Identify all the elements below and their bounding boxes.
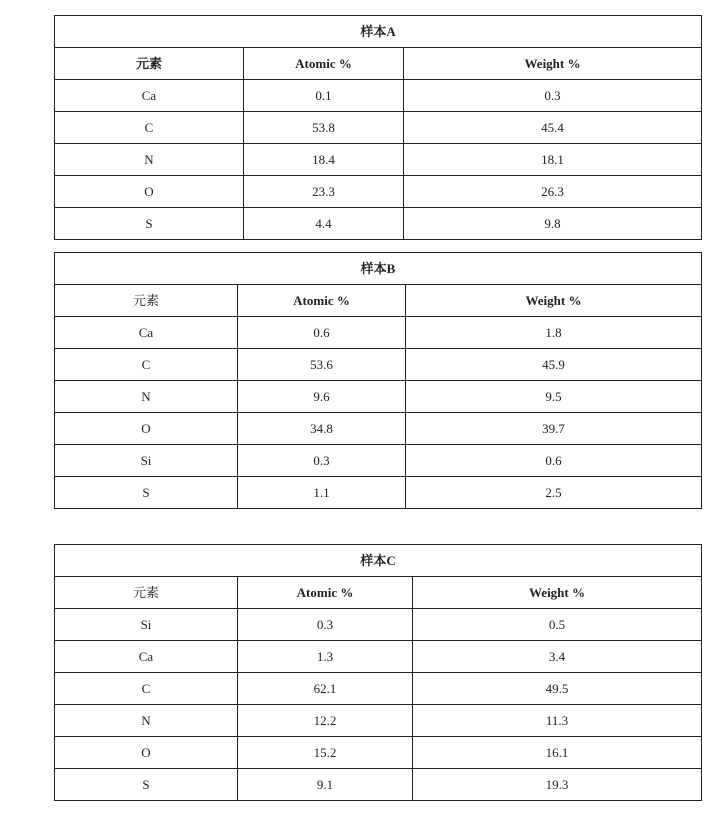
table-row bbox=[55, 445, 702, 477]
table-row bbox=[55, 381, 702, 413]
table-row bbox=[55, 144, 702, 176]
atomic-cell: 0.3 bbox=[238, 445, 406, 477]
sample-a-table bbox=[54, 15, 702, 240]
weight-cell: 16.1 bbox=[413, 737, 702, 769]
column-header-element: 元素 bbox=[55, 48, 244, 80]
atomic-cell: 34.8 bbox=[238, 413, 406, 445]
atomic-cell: 62.1 bbox=[238, 673, 413, 705]
table-row bbox=[55, 176, 702, 208]
element-cell: Ca bbox=[55, 80, 244, 112]
weight-cell: 39.7 bbox=[406, 413, 702, 445]
weight-cell: 2.5 bbox=[406, 477, 702, 509]
table-row bbox=[55, 641, 702, 673]
weight-cell: 45.4 bbox=[404, 112, 702, 144]
sample-b-table bbox=[54, 252, 702, 509]
element-cell: Ca bbox=[55, 317, 238, 349]
weight-cell: 1.8 bbox=[406, 317, 702, 349]
element-cell: Ca bbox=[55, 641, 238, 673]
element-cell: N bbox=[55, 144, 244, 176]
table-row bbox=[55, 769, 702, 801]
element-cell: O bbox=[55, 176, 244, 208]
weight-cell: 0.3 bbox=[404, 80, 702, 112]
atomic-cell: 53.8 bbox=[244, 112, 404, 144]
table-row bbox=[55, 609, 702, 641]
table-row bbox=[55, 705, 702, 737]
weight-cell: 9.5 bbox=[406, 381, 702, 413]
column-header-atomic: Atomic % bbox=[244, 48, 404, 80]
table-row bbox=[55, 413, 702, 445]
weight-cell: 0.6 bbox=[406, 445, 702, 477]
element-cell: O bbox=[55, 737, 238, 769]
table-title: 样本B bbox=[55, 253, 702, 285]
atomic-cell: 1.3 bbox=[238, 641, 413, 673]
element-cell: S bbox=[55, 208, 244, 240]
table-title: 样本A bbox=[55, 16, 702, 48]
weight-cell: 18.1 bbox=[404, 144, 702, 176]
table-row bbox=[55, 477, 702, 509]
table-row bbox=[55, 112, 702, 144]
element-cell: Si bbox=[55, 609, 238, 641]
column-header-weight: Weight % bbox=[413, 577, 702, 609]
element-cell: N bbox=[55, 705, 238, 737]
atomic-cell: 9.6 bbox=[238, 381, 406, 413]
table-row bbox=[55, 208, 702, 240]
column-header-weight: Weight % bbox=[406, 285, 702, 317]
atomic-cell: 0.6 bbox=[238, 317, 406, 349]
element-cell: O bbox=[55, 413, 238, 445]
table-row bbox=[55, 317, 702, 349]
weight-cell: 26.3 bbox=[404, 176, 702, 208]
column-header-element: 元素 bbox=[55, 577, 238, 609]
table-row bbox=[55, 673, 702, 705]
column-header-atomic: Atomic % bbox=[238, 285, 406, 317]
atomic-cell: 4.4 bbox=[244, 208, 404, 240]
column-header-weight: Weight % bbox=[404, 48, 702, 80]
column-header-atomic: Atomic % bbox=[238, 577, 413, 609]
element-cell: S bbox=[55, 477, 238, 509]
atomic-cell: 15.2 bbox=[238, 737, 413, 769]
element-cell: Si bbox=[55, 445, 238, 477]
weight-cell: 11.3 bbox=[413, 705, 702, 737]
table-row bbox=[55, 80, 702, 112]
atomic-cell: 53.6 bbox=[238, 349, 406, 381]
element-cell: C bbox=[55, 112, 244, 144]
element-cell: C bbox=[55, 673, 238, 705]
atomic-cell: 12.2 bbox=[238, 705, 413, 737]
atomic-cell: 9.1 bbox=[238, 769, 413, 801]
element-cell: N bbox=[55, 381, 238, 413]
sample-c-table bbox=[54, 544, 702, 801]
table-row bbox=[55, 737, 702, 769]
weight-cell: 0.5 bbox=[413, 609, 702, 641]
atomic-cell: 23.3 bbox=[244, 176, 404, 208]
atomic-cell: 0.3 bbox=[238, 609, 413, 641]
column-header-element: 元素 bbox=[55, 285, 238, 317]
weight-cell: 19.3 bbox=[413, 769, 702, 801]
table-row bbox=[55, 349, 702, 381]
atomic-cell: 18.4 bbox=[244, 144, 404, 176]
element-cell: C bbox=[55, 349, 238, 381]
atomic-cell: 0.1 bbox=[244, 80, 404, 112]
weight-cell: 49.5 bbox=[413, 673, 702, 705]
element-cell: S bbox=[55, 769, 238, 801]
weight-cell: 45.9 bbox=[406, 349, 702, 381]
weight-cell: 3.4 bbox=[413, 641, 702, 673]
atomic-cell: 1.1 bbox=[238, 477, 406, 509]
table-title: 样本C bbox=[55, 545, 702, 577]
weight-cell: 9.8 bbox=[404, 208, 702, 240]
